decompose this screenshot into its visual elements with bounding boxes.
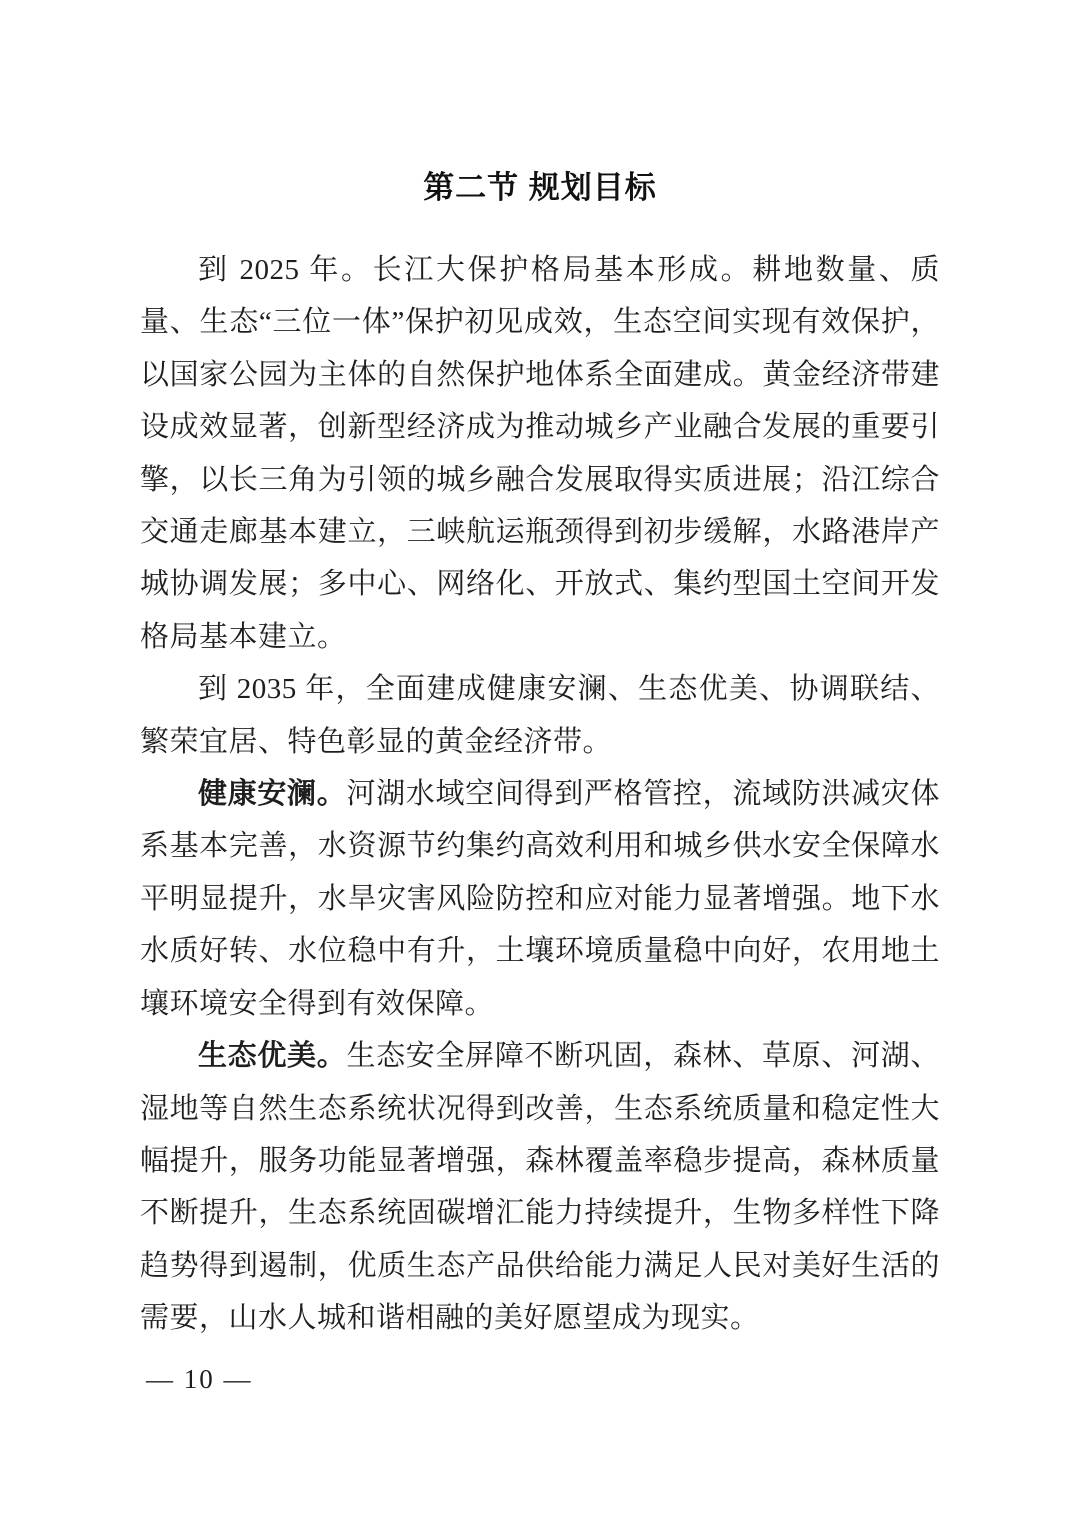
body-text (140, 244, 940, 1345)
paragraph: 到 2035 年，全面建成健康安澜、生态优美、协调联结、繁荣宜居、特色彰显的黄金经济带。 (140, 673, 940, 758)
document-content (140, 168, 940, 1345)
page-number: — 10 — (146, 1364, 253, 1394)
section-title: 第二节 规划目标 (423, 170, 657, 205)
paragraph: 生态优美。生态安全屏障不断巩固，森林、草原、河湖、湿地等自然生态系统状况得到改善，生态系统质量和稳定性大幅提升，服务功能显著增强，森林覆盖率稳步提高，森林质量不断提升，生态系统固碳增汇能力持续提升，生物多样性下降趋势得到遏制，优质生态产品供给能力满足人民对美好生活的需要，山水人城和谐相融的美好愿望成为现实。 (140, 1040, 940, 1335)
paragraph-lead: 生态优美。 (198, 1040, 347, 1073)
paragraph-lead: 健康安澜。 (198, 778, 347, 811)
paragraph: 到 2025 年。长江大保护格局基本形成。耕地数量、质量、生态“三位一体”保护初见成效，生态空间实现有效保护，以国家公园为主体的自然保护地体系全面建成。黄金经济带建设成效显著，创新型经济成为推动城乡产业融合发展的重要引擎，以长三角为引领的城乡融合发展取得实质进展；沿江综合交通走廊基本建立，三峡航运瓶颈得到初步缓解，水路港岸产城协调发展；多中心、网络化、开放式、集约型国土空间开发格局基本建立。 (140, 254, 940, 653)
paragraph: 健康安澜。河湖水域空间得到严格管控，流域防洪减灾体系基本完善，水资源节约集约高效利用和城乡供水安全保障水平明显提升，水旱灾害风险防控和应对能力显著增强。地下水水质好转、水位稳中有升，土壤环境质量稳中向好，农用地土壤环境安全得到有效保障。 (140, 778, 940, 1020)
